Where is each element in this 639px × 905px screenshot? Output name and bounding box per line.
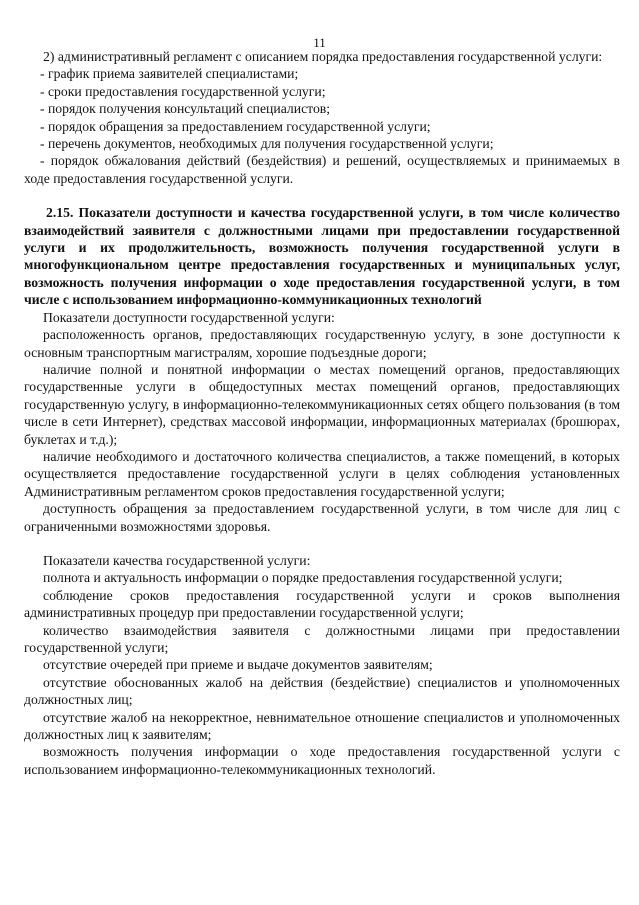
quality-title: Показатели качества государственной услуги:: [43, 552, 311, 568]
reglament-item: - график приема заявителей специалистами;: [40, 66, 299, 82]
quality-item: полнота и актуальность информации о порядке предоставления государственной услуги;: [43, 570, 563, 586]
document-body: [24, 48, 620, 778]
availability-item: наличие полной и понятной информации о местах помещений органов, предоставляющих государственные услуги в общедоступных местах помещений органов, предоставляющих государственную услугу, в информационно-телекоммуникационных сетях общего пользования (в том числе в сети Интернет), средствах массовой информации, информационных материалах (брошюрах, буклетах и т.д.);: [24, 361, 620, 447]
reglament-item: - порядок обращения за предоставлением государственной услуги;: [40, 118, 431, 134]
section-heading: 2.15. Показатели доступности и качества государственной услуги, в том числе количество взаимодействий заявителя с должностными лицами при предоставлении государственной услуги и их продолжительность, возможность получения государственной услуги в многофункциональном центре предоставления государственных и муниципальных услуг, возможность получения информации о ходе предоставления государственной услуги, в том числе с использованием информационно-коммуникационных технологий: [24, 205, 620, 308]
reglament-intro: 2) административный регламент с описанием порядка предоставления государственной услуги:: [43, 49, 603, 64]
paragraph-gap: [24, 535, 620, 552]
reglament-item: - порядок обжалования действий (бездействия) и решений, осуществляемых и принимаемых в ходе предоставления государственной услуги.: [24, 153, 620, 186]
availability-item: наличие необходимого и достаточного количества специалистов, а также помещений, в которых осуществляется предоставление государственной услуги в целях соблюдения установленных Административным регламентом сроков предоставления государственной услуги;: [24, 448, 620, 499]
quality-item: отсутствие жалоб на некорректное, невнимательное отношение специалистов и уполномоченных должностных лиц к заявителям;: [24, 709, 620, 743]
quality-item: отсутствие обоснованных жалоб на действия (бездействие) специалистов и уполномоченных должностных лиц;: [24, 674, 620, 708]
quality-item: количество взаимодействия заявителя с должностными лицами при предоставлении государственной услуги;: [24, 622, 620, 655]
reglament-item: - порядок получения консультаций специалистов;: [40, 101, 331, 117]
availability-item: доступность обращения за предоставлением государственной услуги, в том числе для лиц с ограниченными возможностями здоровья.: [24, 501, 620, 534]
quality-item: отсутствие очередей при приеме и выдаче документов заявителям;: [43, 657, 433, 673]
page-number: 11: [313, 35, 326, 50]
quality-item: возможность получения информации о ходе предоставления государственной услуги с использованием информационно-телекоммуникационных технологий.: [24, 744, 620, 777]
availability-title: Показатели доступности государственной услуги:: [43, 309, 335, 325]
reglament-item: - сроки предоставления государственной услуги;: [40, 83, 326, 99]
reglament-item: - перечень документов, необходимых для получения государственной услуги;: [40, 136, 494, 152]
quality-item: соблюдение сроков предоставления государственной услуги и сроков выполнения административных процедур при предоставлении государственной услуги;: [24, 587, 620, 621]
availability-item: расположенность органов, предоставляющих государственную услугу, в зоне доступности к основным транспортным магистралям, хорошие подъездные дороги;: [24, 327, 620, 360]
